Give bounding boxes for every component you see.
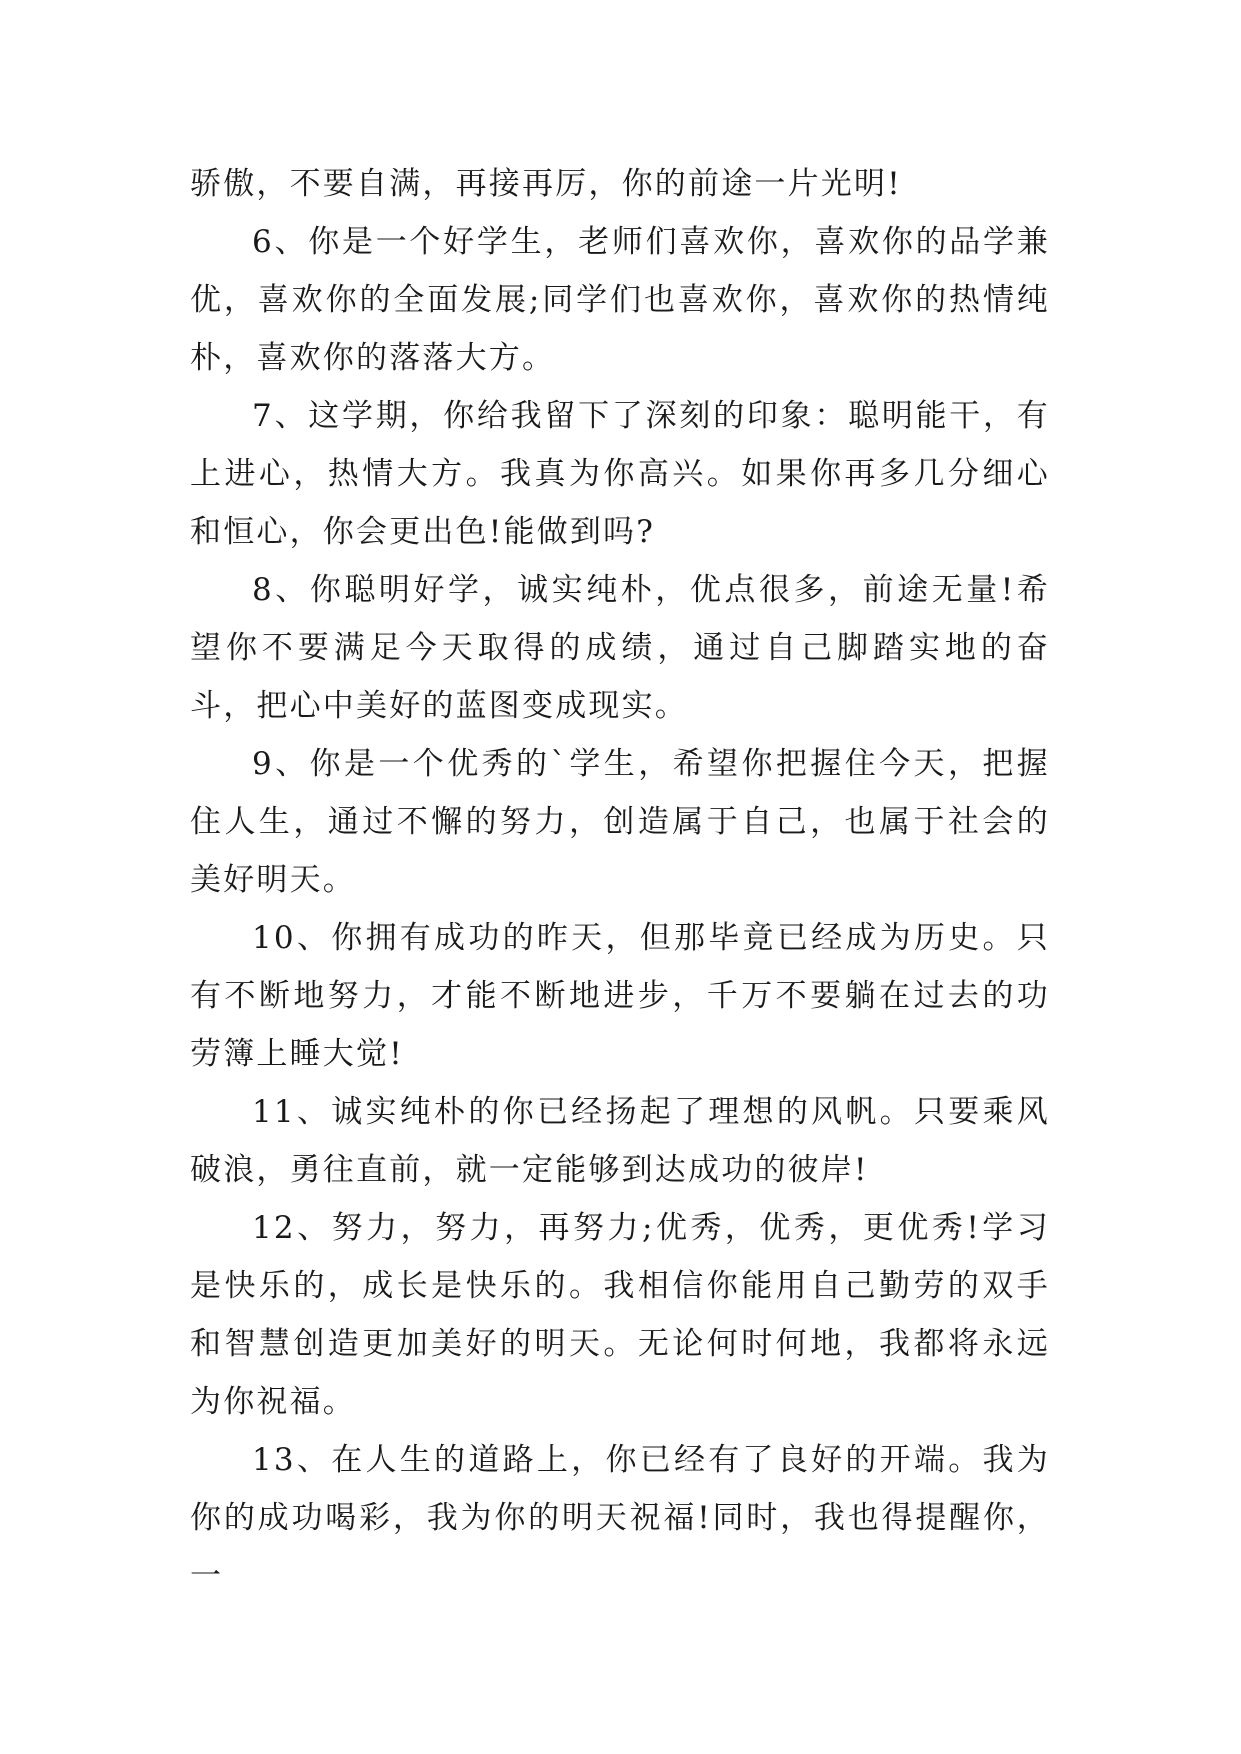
paragraph-12: 12、努力，努力，再努力;优秀，优秀，更优秀!学习是快乐的，成长是快乐的。我相信你能用自己勤劳的双手和智慧创造更加美好的明天。无论何时何地，我都将永远为你祝福。 — [190, 1210, 1050, 1420]
paragraph-10: 10、你拥有成功的昨天，但那毕竟已经成为历史。只有不断地努力，才能不断地进步，千万不要躺在过去的功劳簿上睡大觉! — [190, 920, 1050, 1072]
paragraph-13: 13、在人生的道路上，你已经有了良好的开端。我为你的成功喝彩，我为你的明天祝福!同时，我也得提醒你，一 — [190, 1442, 1050, 1594]
paragraph-9: 9、你是一个优秀的`学生，希望你把握住今天，把握住人生，通过不懈的努力，创造属于自己，也属于社会的美好明天。 — [190, 746, 1050, 898]
paragraph-8: 8、你聪明好学，诚实纯朴，优点很多，前途无量!希望你不要满足今天取得的成绩，通过自己脚踏实地的奋斗，把心中美好的蓝图变成现实。 — [190, 572, 1050, 724]
paragraph-11: 11、诚实纯朴的你已经扬起了理想的风帆。只要乘风破浪，勇往直前，就一定能够到达成功的彼岸! — [190, 1094, 1050, 1188]
paragraph-7: 7、这学期，你给我留下了深刻的印象：聪明能干，有上进心，热情大方。我真为你高兴。如果你再多几分细心和恒心，你会更出色!能做到吗? — [190, 398, 1050, 550]
paragraph-continuation: 骄傲，不要自满，再接再厉，你的前途一片光明! — [190, 166, 902, 202]
document-body — [190, 155, 1050, 1605]
paragraph-6: 6、你是一个好学生，老师们喜欢你，喜欢你的品学兼优，喜欢你的全面发展;同学们也喜欢你，喜欢你的热情纯朴，喜欢你的落落大方。 — [190, 224, 1050, 376]
